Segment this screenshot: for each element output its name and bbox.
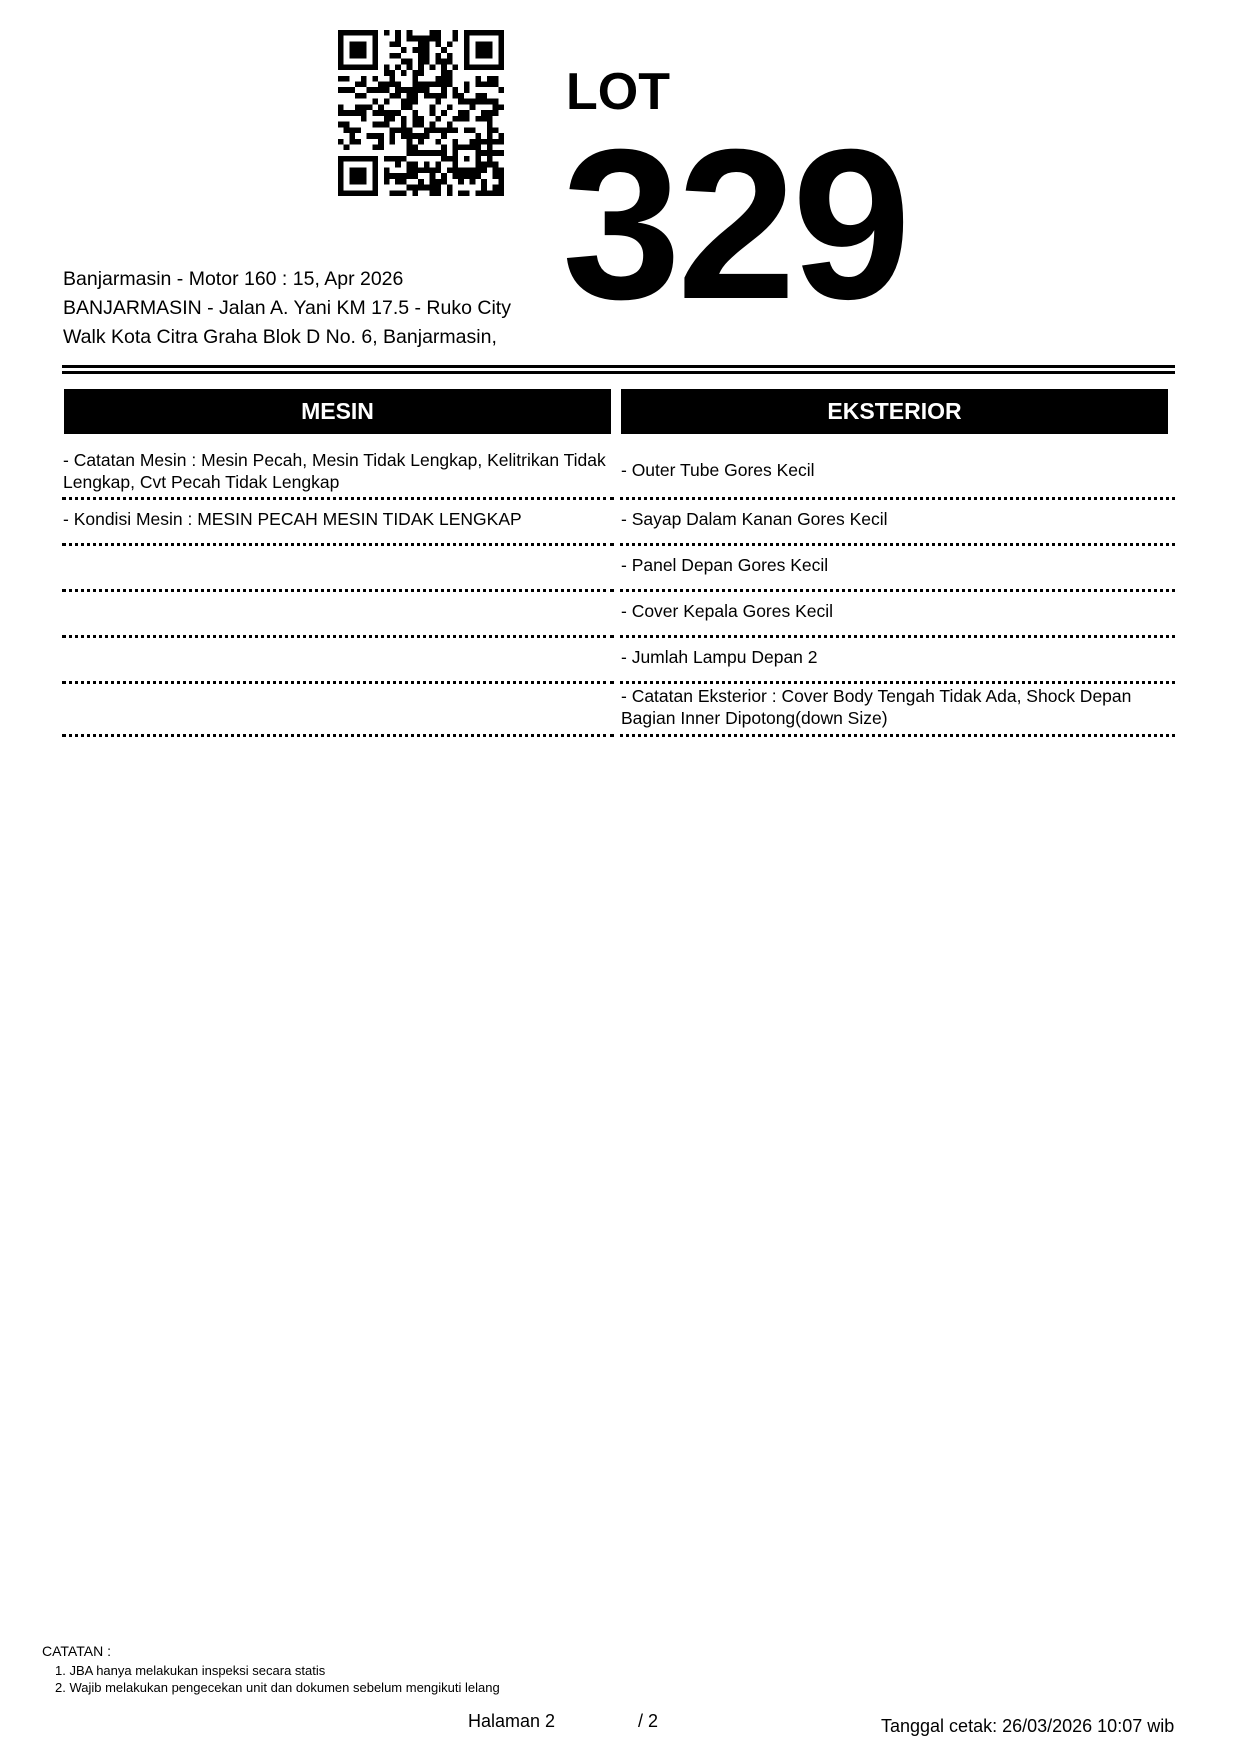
notes-title: CATATAN : xyxy=(42,1643,111,1659)
row-divider xyxy=(620,543,1175,546)
row-divider xyxy=(620,635,1175,638)
row-divider xyxy=(62,543,614,546)
lot-number: 329 xyxy=(562,105,908,344)
header-divider xyxy=(62,371,1175,374)
page-number: Halaman 2 xyxy=(468,1711,556,1731)
qr-code xyxy=(338,30,504,196)
eksterior-row: - Panel Depan Gores Kecil xyxy=(621,555,829,575)
auction-info-line: Banjarmasin - Motor 160 : 15, Apr 2026 xyxy=(63,268,404,290)
mesin-row: - Catatan Mesin : Mesin Pecah, Mesin Tidak Lengkap, Kelitrikan Tidak Lengkap, Cvt Pecah Tidak Lengkap xyxy=(63,450,606,492)
row-divider xyxy=(62,589,614,592)
auction-address-line: BANJARMASIN - Jalan A. Yani KM 17.5 - Ruko City xyxy=(63,297,511,319)
mesin-row: - Kondisi Mesin : MESIN PECAH MESIN TIDAK LENGKAP xyxy=(63,509,522,529)
note-item: 2. Wajib melakukan pengecekan unit dan dokumen sebelum mengikuti lelang xyxy=(55,1680,500,1695)
eksterior-row: - Sayap Dalam Kanan Gores Kecil xyxy=(621,509,888,529)
row-divider xyxy=(620,734,1175,737)
eksterior-header: EKSTERIOR xyxy=(621,389,1168,434)
eksterior-row: - Catatan Eksterior : Cover Body Tengah Tidak Ada, Shock Depan Bagian Inner Dipotong(down Size) xyxy=(621,686,1132,728)
row-divider xyxy=(62,681,614,684)
row-divider xyxy=(62,734,614,737)
page-total: / 2 xyxy=(638,1711,659,1731)
row-divider xyxy=(62,497,614,500)
eksterior-row: - Cover Kepala Gores Kecil xyxy=(621,601,834,621)
lot-label: LOT xyxy=(566,63,670,121)
auction-address-line: Walk Kota Citra Graha Blok D No. 6, Banjarmasin, xyxy=(63,326,497,348)
row-divider xyxy=(62,635,614,638)
eksterior-row: - Outer Tube Gores Kecil xyxy=(621,460,815,480)
row-divider xyxy=(620,589,1175,592)
print-date: Tanggal cetak: 26/03/2026 10:07 wib xyxy=(881,1716,1175,1736)
row-divider xyxy=(620,497,1175,500)
eksterior-row: - Jumlah Lampu Depan 2 xyxy=(621,647,818,667)
note-item: 1. JBA hanya melakukan inspeksi secara statis xyxy=(55,1663,326,1678)
mesin-header: MESIN xyxy=(64,389,611,434)
row-divider xyxy=(620,681,1175,684)
header-divider xyxy=(62,365,1175,368)
